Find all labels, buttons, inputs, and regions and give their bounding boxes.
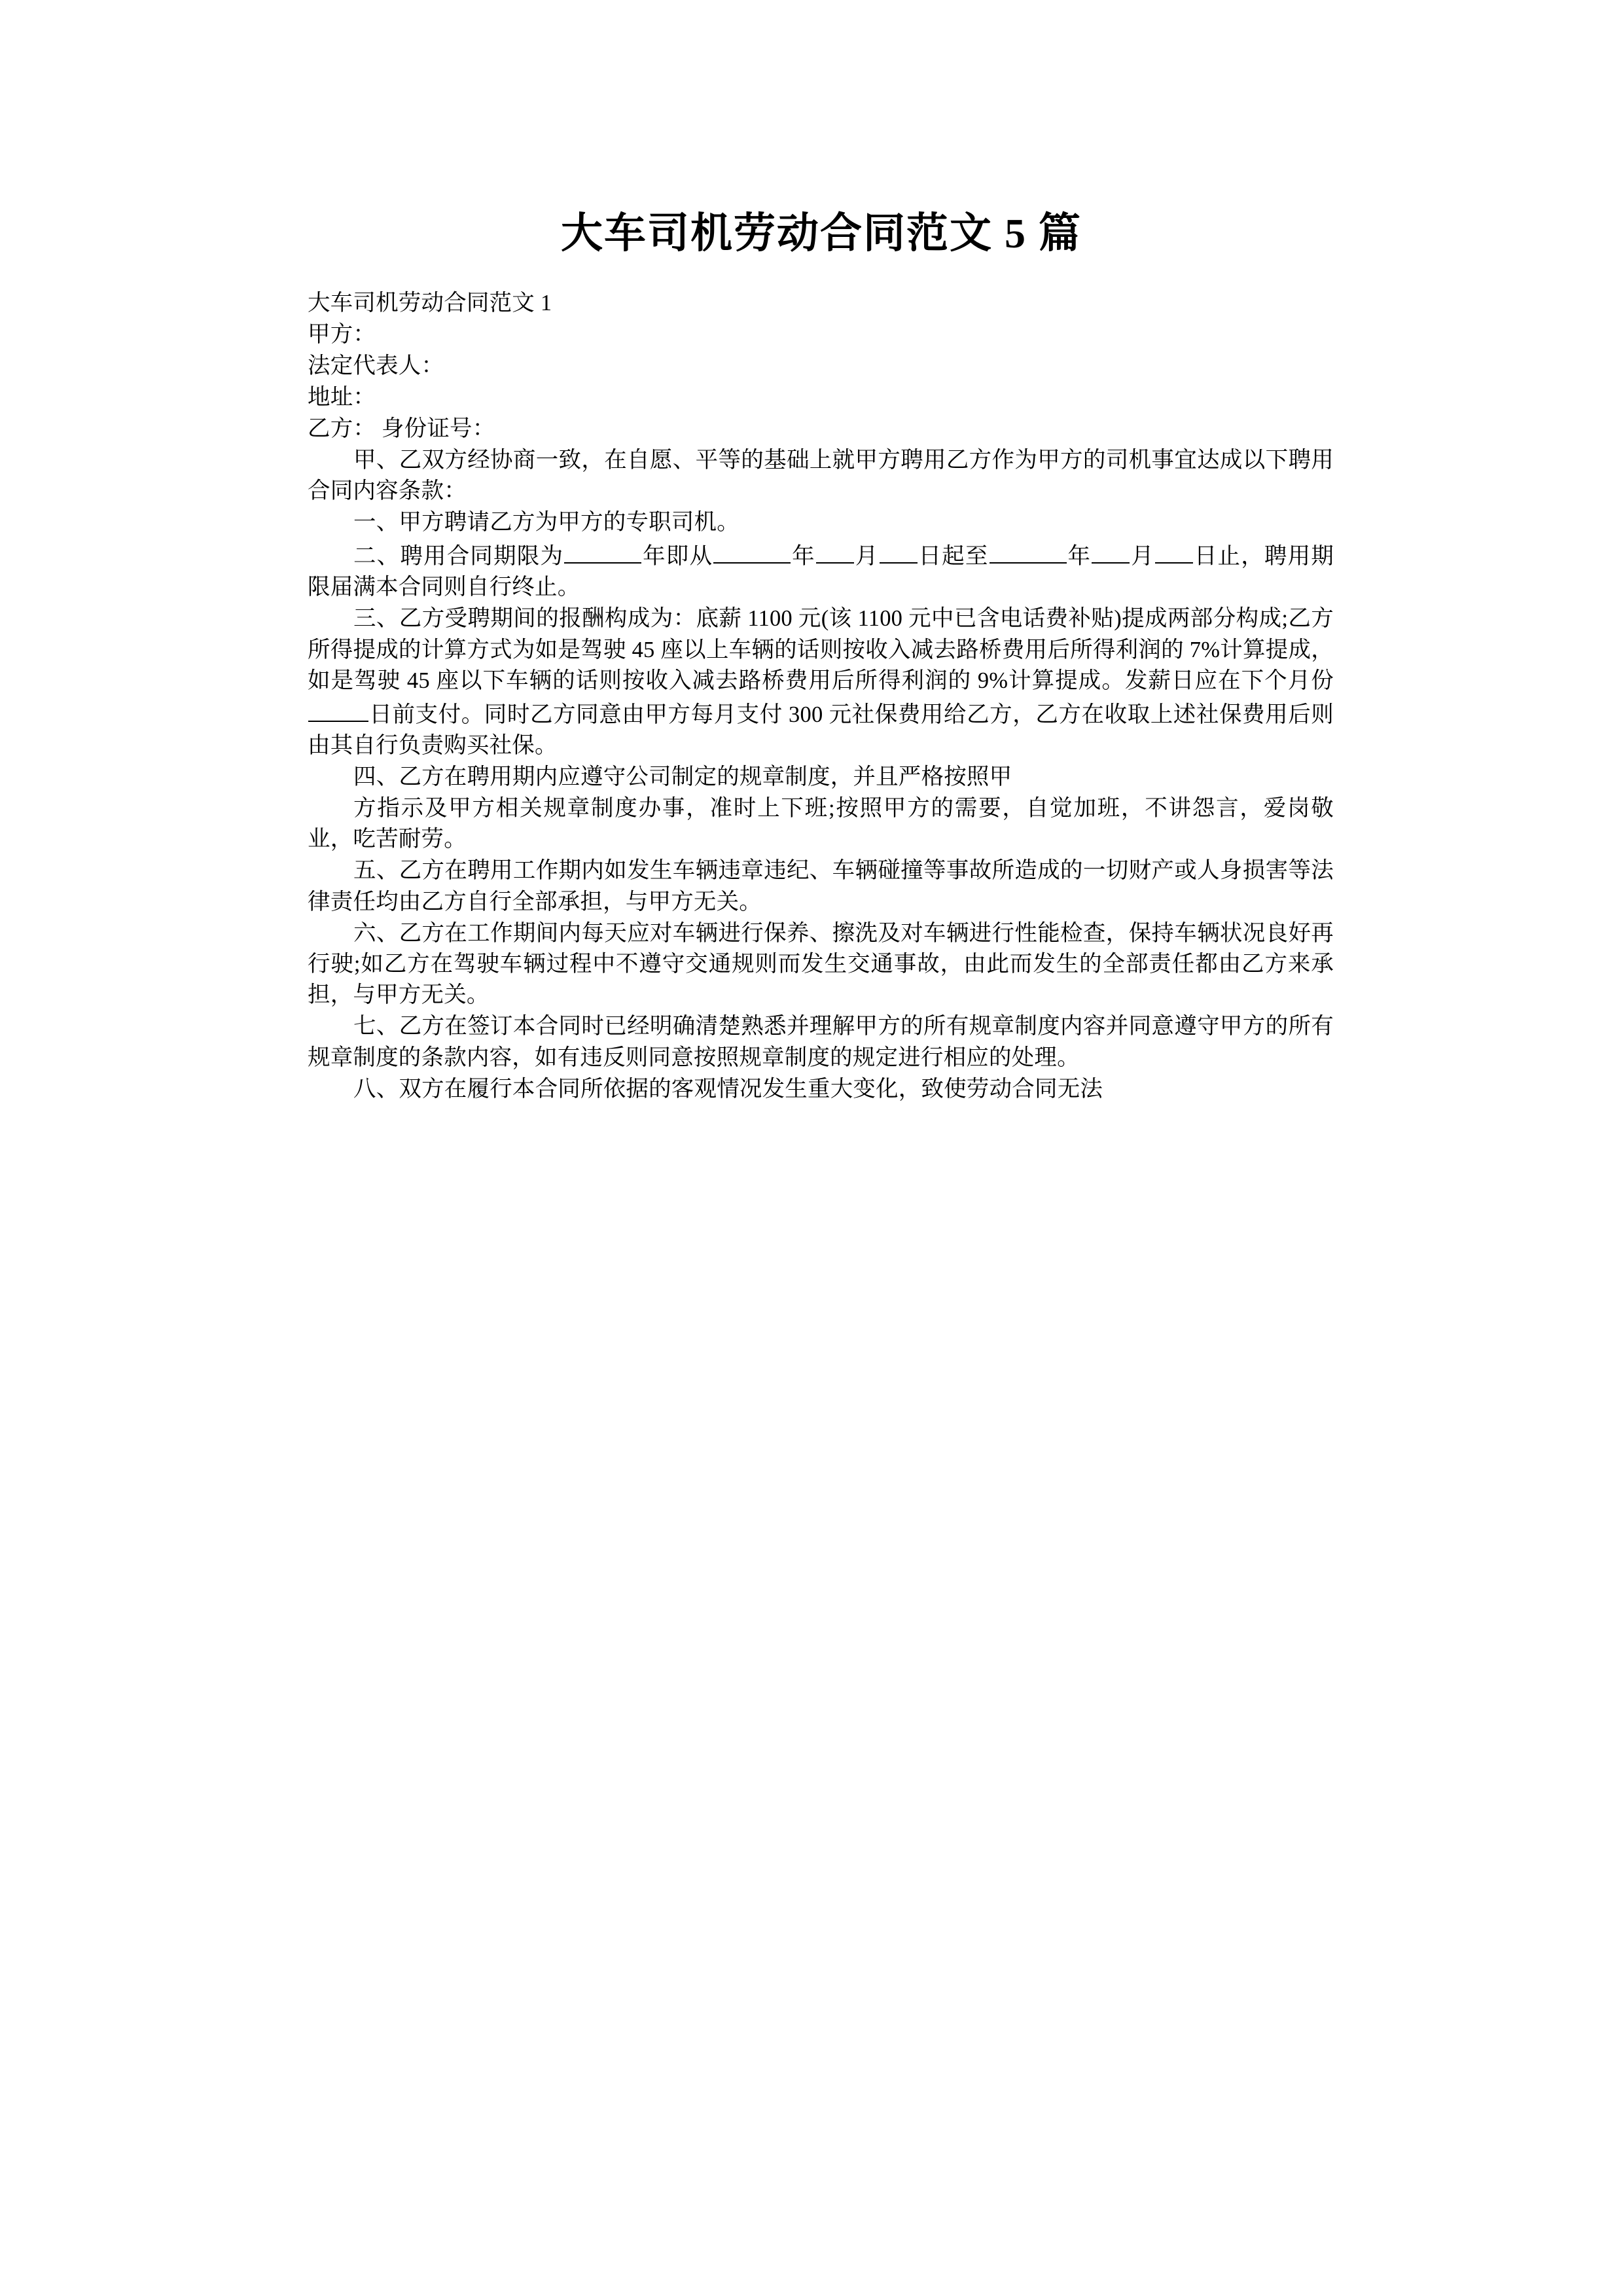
blank-end-day <box>1155 539 1193 564</box>
paragraph-clause-6: 六、乙方在工作期间内每天应对车辆进行保养、擦洗及对车辆进行性能检查，保持车辆状况良好再行驶;如乙方在驾驶车辆过程中不遵守交通规则而发生交通事故，由此而发生的全部责任都由乙方来承担，与甲方无关。 <box>308 920 1334 1008</box>
paragraph-clause-8: 八、双方在履行本合同所依据的客观情况发生重大变化，致使劳动合同无法 <box>353 1076 1103 1102</box>
paragraph-clause-4-line-2: 方指示及甲方相关规章制度办事，准时上下班;按照甲方的需要，自觉加班，不讲怨言，爱岗敬业，吃苦耐劳。 <box>308 795 1334 852</box>
paragraph-clause-3 <box>308 603 1334 761</box>
clause-2-unit-year-2: 年 <box>791 543 815 569</box>
paragraph-party-a-label: 甲方： <box>308 321 376 347</box>
document-body <box>308 288 1334 1105</box>
clause-2-unit-month-1: 月 <box>854 543 879 569</box>
paragraph-clause-4-line-1: 四、乙方在聘用期内应遵守公司制定的规章制度，并且严格按照甲 <box>353 764 1012 790</box>
page-title: 大车司机劳动合同范文 5 篇 <box>561 209 1082 257</box>
blank-start-year <box>713 539 791 564</box>
paragraph-clause-5: 五、乙方在聘用工作期内如发生车辆违章违纪、车辆碰撞等事故所造成的一切财产或人身损害等法律责任均由乙方自行全部承担，与甲方无关。 <box>308 858 1334 914</box>
paragraph-party-b-label: 乙方： 身份证号： <box>308 416 495 441</box>
clause-2-unit-year-1: 年即从 <box>642 543 713 569</box>
clause-2-lead: 二、聘用合同期限为 <box>353 543 564 569</box>
clause-2-tail: 日止，聘用期限届满本合同则自行终止。 <box>308 543 1334 600</box>
paragraph-clause-1: 一、甲方聘请乙方为甲方的专职司机。 <box>353 509 740 535</box>
clause-3-part-2: 日前支付。同时乙方同意由甲方每月支付 300 元社保费用给乙方，乙方在收取上述社保费用后则由其自行负责购买社保。 <box>308 702 1334 759</box>
paragraph-preamble: 甲、乙双方经协商一致，在自愿、平等的基础上就甲方聘用乙方作为甲方的司机事宜达成以下聘用合同内容条款： <box>308 447 1334 503</box>
blank-end-month <box>1092 539 1130 564</box>
blank-payday <box>308 697 368 722</box>
blank-end-year <box>990 539 1067 564</box>
paragraph-heading-sample-1: 大车司机劳动合同范文 1 <box>308 291 552 315</box>
clause-2-unit-day-1: 日起至 <box>918 543 989 569</box>
clause-2-unit-year-3: 年 <box>1067 543 1092 569</box>
paragraph-legal-rep-label: 法定代表人： <box>308 353 444 378</box>
paragraph-address-label: 地址： <box>308 384 376 410</box>
clause-3-part-1: 三、乙方受聘期间的报酬构成为：底薪 1100 元(该 1100 元中已含电话费补贴)提成两部分构成;乙方所得提成的计算方式为如是驾驶 45 座以上车辆的话则按收入减去路桥费用后所得利润的 7%计算提成，如是驾驶 45 座以下车辆的话则按收入减去路桥费用后所得利润的 9%计算提成。发薪日应在下个月份 <box>308 606 1334 694</box>
blank-contract-years <box>564 539 641 564</box>
clause-2-unit-month-2: 月 <box>1130 543 1154 569</box>
blank-start-month <box>816 539 854 564</box>
paragraph-clause-7: 七、乙方在签订本合同时已经明确清楚熟悉并理解甲方的所有规章制度内容并同意遵守甲方的所有规章制度的条款内容，如有违反则同意按照规章制度的规定进行相应的处理。 <box>308 1014 1334 1070</box>
paragraph-clause-2 <box>308 539 1334 603</box>
blank-start-day <box>880 539 918 564</box>
